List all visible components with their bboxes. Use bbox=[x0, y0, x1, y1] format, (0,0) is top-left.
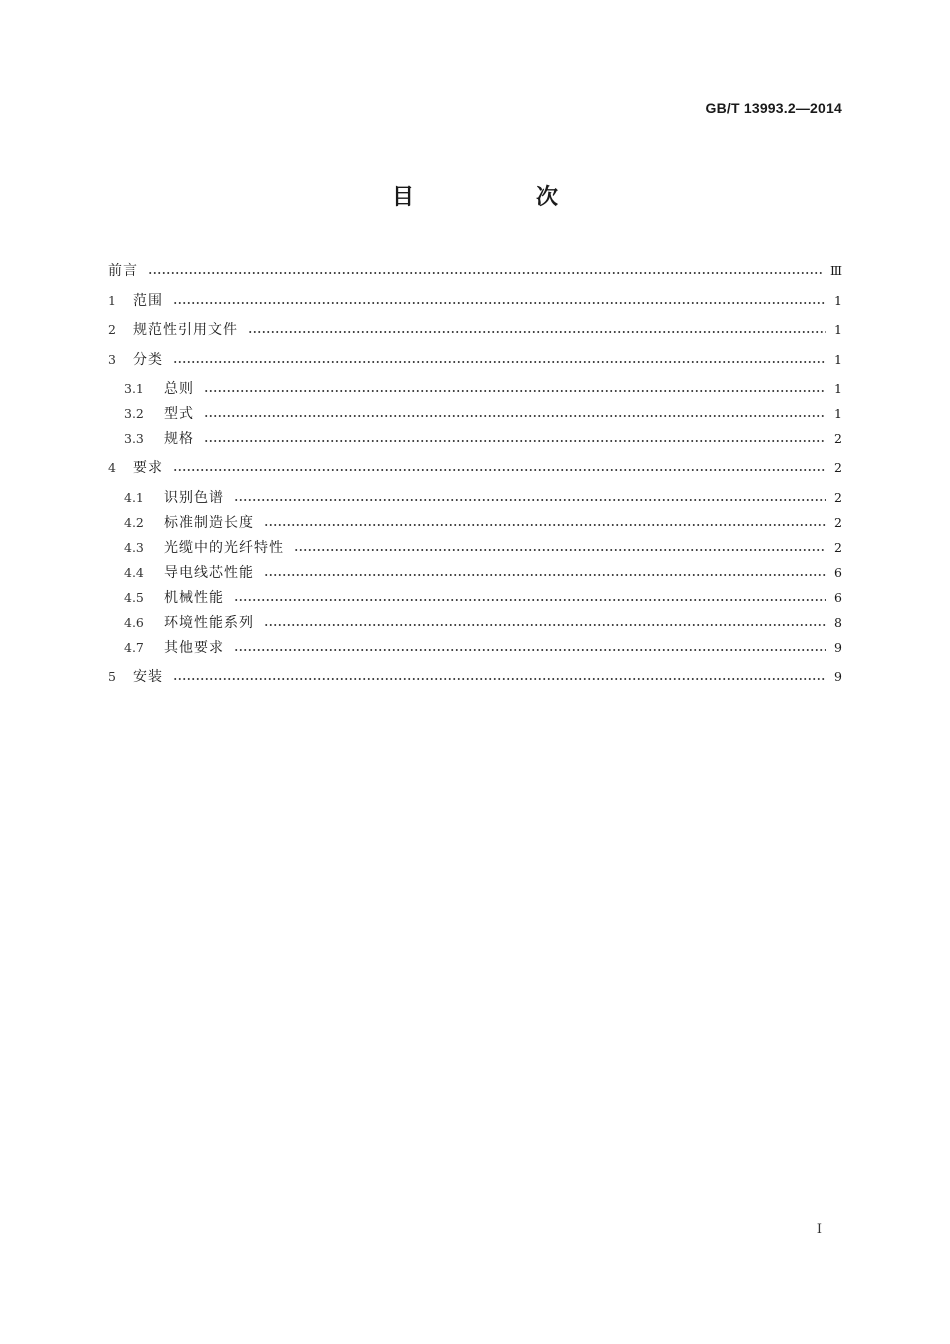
toc-entry[interactable] bbox=[108, 288, 842, 312]
toc-leader-dots bbox=[248, 322, 826, 336]
toc-entry-label: 环境性能系列 bbox=[164, 615, 254, 631]
toc-entry-page: 1 bbox=[834, 405, 842, 421]
toc-entry-label: 分类 bbox=[133, 352, 163, 368]
toc-entry-label: 安装 bbox=[133, 669, 163, 685]
toc-entry[interactable] bbox=[108, 664, 842, 688]
toc-entry[interactable] bbox=[108, 347, 842, 371]
toc-entry[interactable] bbox=[124, 635, 842, 659]
toc-entry-page: 9 bbox=[834, 639, 842, 655]
toc-entry-label: 导电线芯性能 bbox=[164, 565, 254, 581]
toc-leader-dots bbox=[173, 460, 826, 474]
toc-leader-dots bbox=[204, 406, 826, 420]
toc-entry-number: 4.4 bbox=[124, 564, 144, 580]
toc-entry-number: 3.3 bbox=[124, 430, 144, 446]
toc-entry-page: 1 bbox=[834, 321, 842, 337]
standard-code: GB/T 13993.2—2014 bbox=[705, 100, 842, 116]
toc-entry-number: 2 bbox=[108, 321, 116, 337]
toc-entry-label: 标准制造长度 bbox=[164, 515, 254, 531]
toc-entry-label: 规格 bbox=[164, 431, 194, 447]
toc-leader-dots bbox=[264, 515, 826, 529]
toc-leader-dots bbox=[173, 293, 826, 307]
toc-entry-page: 1 bbox=[834, 351, 842, 367]
toc-entry-page: 1 bbox=[834, 292, 842, 308]
toc-entry-number: 4.6 bbox=[124, 614, 144, 630]
toc-leader-dots bbox=[173, 352, 826, 366]
toc-entry[interactable] bbox=[124, 485, 842, 509]
toc-entry[interactable] bbox=[124, 585, 842, 609]
toc-entry-label: 前言 bbox=[108, 263, 138, 279]
toc-entry-page: Ⅲ bbox=[829, 262, 842, 278]
toc-entry-number: 1 bbox=[108, 292, 116, 308]
toc-entry[interactable] bbox=[124, 376, 842, 400]
toc-leader-dots bbox=[234, 490, 826, 504]
toc-entry-label: 其他要求 bbox=[164, 640, 224, 656]
toc-leader-dots bbox=[204, 381, 826, 395]
toc-entry-number: 4.3 bbox=[124, 539, 144, 555]
toc-entry-label: 光缆中的光纤特性 bbox=[164, 540, 284, 556]
toc-entry[interactable] bbox=[124, 560, 842, 584]
toc-entry-page: 2 bbox=[834, 489, 842, 505]
toc-entry-number: 3.2 bbox=[124, 405, 144, 421]
toc-entry-page: 6 bbox=[834, 589, 842, 605]
toc-entry[interactable] bbox=[124, 610, 842, 634]
toc-leader-dots bbox=[234, 640, 826, 654]
toc-entry[interactable] bbox=[124, 426, 842, 450]
toc-leader-dots bbox=[294, 540, 826, 554]
toc-leader-dots bbox=[264, 565, 826, 579]
toc-entry-number: 4 bbox=[108, 459, 116, 475]
toc-entry[interactable] bbox=[108, 455, 842, 479]
toc-entry[interactable] bbox=[108, 317, 842, 341]
toc-entry-number: 4.7 bbox=[124, 639, 144, 655]
toc-entry-page: 2 bbox=[834, 539, 842, 555]
toc-leader-dots bbox=[204, 431, 826, 445]
toc-entry-label: 型式 bbox=[164, 406, 194, 422]
toc-entry[interactable] bbox=[124, 401, 842, 425]
toc-leader-dots bbox=[173, 669, 826, 683]
toc-entry-page: 2 bbox=[834, 514, 842, 530]
toc-entry-number: 5 bbox=[108, 668, 116, 684]
toc-entry-label: 范围 bbox=[133, 293, 163, 309]
page-title: 目 次 bbox=[391, 185, 608, 210]
toc-entry-label: 规范性引用文件 bbox=[133, 322, 238, 338]
toc-entry-label: 要求 bbox=[133, 460, 163, 476]
toc-entry-number: 4.2 bbox=[124, 514, 144, 530]
toc-entry[interactable] bbox=[124, 535, 842, 559]
toc-entry-number: 3.1 bbox=[124, 380, 144, 396]
toc-entry-page: 6 bbox=[834, 564, 842, 580]
toc-entry-page: 1 bbox=[834, 380, 842, 396]
toc-entry-number: 3 bbox=[108, 351, 116, 367]
toc-entry-label: 机械性能 bbox=[164, 590, 224, 606]
toc-entry[interactable] bbox=[108, 258, 842, 282]
toc-entry-page: 8 bbox=[834, 614, 842, 630]
toc-leader-dots bbox=[264, 615, 826, 629]
toc-leader-dots bbox=[148, 263, 822, 277]
toc-entry-label: 总则 bbox=[164, 381, 194, 397]
toc-entry[interactable] bbox=[124, 510, 842, 534]
toc-entry-page: 2 bbox=[834, 459, 842, 475]
toc-entry-page: 2 bbox=[834, 430, 842, 446]
toc-entry-number: 4.5 bbox=[124, 589, 144, 605]
toc-leader-dots bbox=[234, 590, 826, 604]
toc-entry-page: 9 bbox=[834, 668, 842, 684]
toc-entry-number: 4.1 bbox=[124, 489, 144, 505]
page-number: I bbox=[816, 1222, 822, 1237]
toc-entry-label: 识别色谱 bbox=[164, 490, 224, 506]
